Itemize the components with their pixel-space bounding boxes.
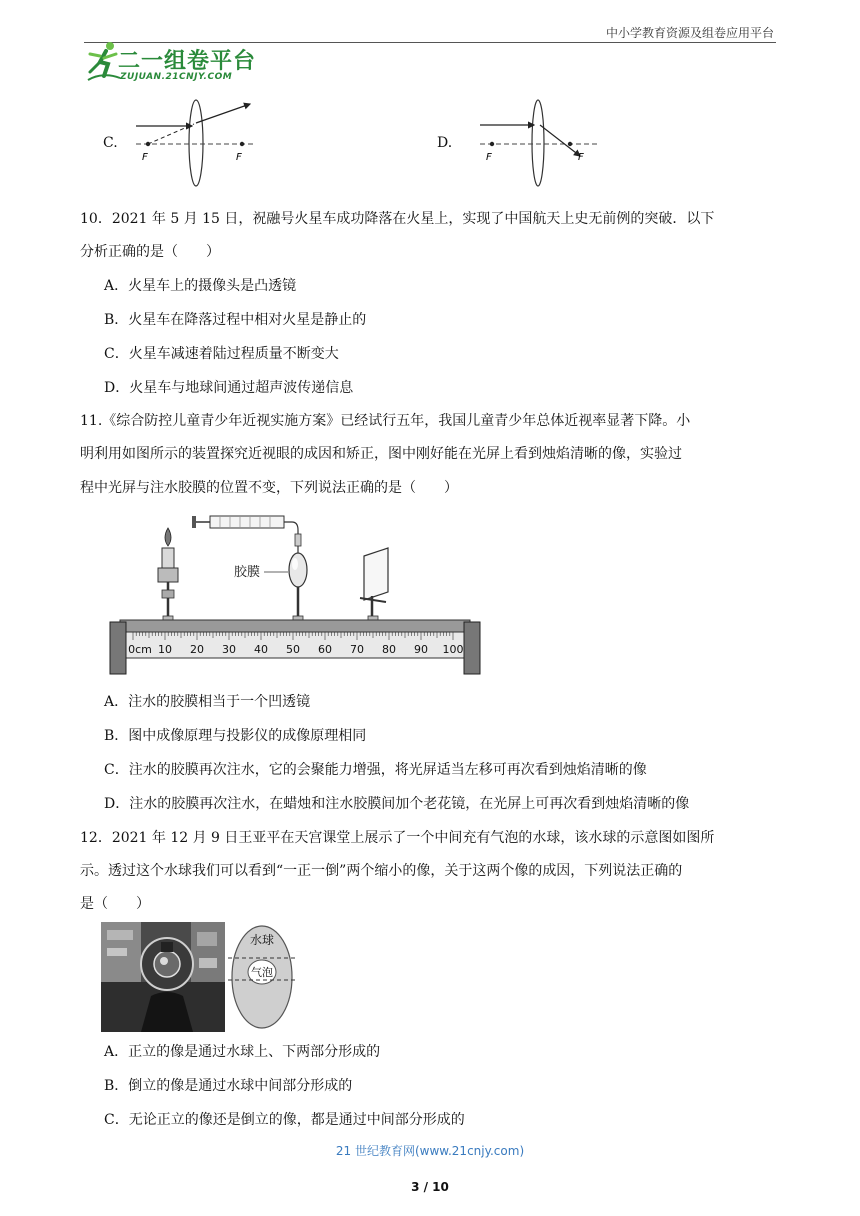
water-ball-label: 水球	[249, 933, 275, 947]
ruler-tick-60: 60	[318, 643, 332, 656]
water-ball-diagram	[228, 922, 298, 1032]
q9-option-c-label: C.	[103, 135, 118, 151]
ruler-tick-30: 30	[222, 643, 236, 656]
q12-text-line2: 示。透过这个水球我们可以看到“一正一倒”两个缩小的像，关于这两个像的成因，下列说法正确的	[80, 863, 683, 879]
ruler-tick-70: 70	[350, 643, 364, 656]
platform-name: 中小学教育资源及组卷应用平台	[605, 26, 774, 40]
q11-text-line1: 11.《综合防控儿童青少年近视实施方案》已经试行五年，我国儿童青少年总体近视率显著下降。小	[80, 413, 691, 429]
film-label: 胶膜	[234, 565, 261, 580]
q10-option-b: B．火星车在降落过程中相对火星是静止的	[104, 312, 367, 328]
ruler-tick-50: 50	[286, 643, 300, 656]
q11-text-line3: 程中光屏与注水胶膜的位置不变，下列说法正确的是（ ）	[80, 480, 458, 496]
q12-option-c: C．无论正立的像还是倒立的像，都是通过中间部分形成的	[104, 1112, 465, 1128]
ruler-tick-40: 40	[254, 643, 268, 656]
footer-link[interactable]: 21 世纪教育网(www.21cnjy.com)	[335, 1144, 525, 1158]
q11-option-c: C．注水的胶膜再次注水，它的会聚能力增强，将光屏适当左移可再次看到烛焰清晰的像	[104, 762, 647, 778]
ruler-tick-20: 20	[190, 643, 204, 656]
ruler-tick-10: 10	[158, 643, 172, 656]
q9-option-d-lens-diagram	[476, 98, 604, 188]
logo-url: ZUJUAN.21CNJY.COM	[120, 72, 233, 82]
ruler-tick-90: 90	[414, 643, 428, 656]
q10-option-d: D．火星车与地球间通过超声波传递信息	[104, 380, 354, 396]
q10-option-a: A．火星车上的摄像头是凸透镜	[104, 278, 297, 294]
q12-text-line1: 12．2021 年 12 月 9 日王亚平在天宫课堂上展示了一个中间充有气泡的水球，该水球的示意图如图所	[80, 830, 715, 846]
q11-optical-bench-figure	[100, 508, 490, 680]
water-ball-photo	[101, 922, 225, 1032]
ruler-tick-80: 80	[382, 643, 396, 656]
q12-option-b: B．倒立的像是通过水球中间部分形成的	[104, 1078, 353, 1094]
q9-option-c-lens-diagram	[132, 98, 260, 188]
runner-logo-icon	[86, 40, 122, 82]
q12-option-a: A．正立的像是通过水球上、下两部分形成的	[104, 1044, 381, 1060]
q11-text-line2: 明利用如图所示的装置探究近视眼的成因和矫正，图中刚好能在光屏上看到烛焰清晰的像，实验过	[80, 446, 682, 462]
svg-text:F: F	[142, 152, 148, 163]
page-number: 3 / 10	[411, 1180, 449, 1194]
svg-text:F: F	[578, 152, 584, 163]
q10-option-c: C．火星车减速着陆过程质量不断变大	[104, 346, 339, 362]
q11-option-b: B．图中成像原理与投影仪的成像原理相同	[104, 728, 367, 744]
q11-option-d: D．注水的胶膜再次注水，在蜡烛和注水胶膜间加个老花镜，在光屏上可再次看到烛焰清晰的像	[104, 796, 690, 812]
q12-text-line3: 是（ ）	[80, 896, 150, 912]
q11-option-a: A．注水的胶膜相当于一个凹透镜	[104, 694, 311, 710]
ruler-tick-100: 100	[442, 643, 464, 656]
q10-text-line1: 10．2021 年 5 月 15 日，祝融号火星车成功降落在火星上，实现了中国航天上史无前例的突破．以下	[80, 211, 715, 227]
svg-text:F: F	[486, 152, 492, 163]
bubble-label: 气泡	[251, 966, 273, 979]
logo-text: 二一组卷平台	[118, 49, 257, 74]
q9-option-d-label: D.	[437, 135, 453, 151]
header-divider	[84, 42, 776, 43]
ruler-tick-0: 0cm	[128, 643, 152, 656]
svg-text:F: F	[236, 152, 242, 163]
q10-text-line2: 分析正确的是（ ）	[80, 244, 220, 260]
